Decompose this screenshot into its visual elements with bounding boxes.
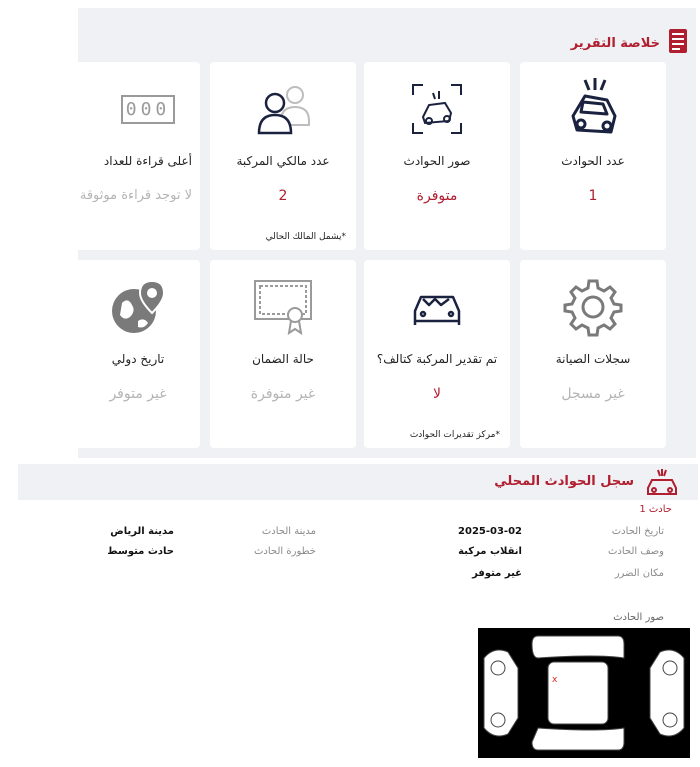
local-accident-history <box>18 464 698 764</box>
description-value: انقلاب مركبة <box>458 546 522 557</box>
card-label: صور الحوادث <box>403 154 471 168</box>
card-label: حالة الضمان <box>252 352 314 366</box>
card-label: تم تقدير المركبة كتالف؟ <box>376 352 498 366</box>
gear-icon <box>520 272 666 342</box>
card-value: 2 <box>278 188 288 204</box>
car-photo-icon <box>364 74 510 144</box>
photos-label: صور الحادث <box>613 612 664 623</box>
card-total-loss[interactable] <box>364 260 510 448</box>
car-crash-icon <box>644 468 680 502</box>
card-label: تاريخ دولي <box>111 352 165 366</box>
card-accident-photos[interactable] <box>364 62 510 250</box>
odometer-digits: 000 <box>125 98 171 120</box>
card-value: متوفرة <box>416 188 458 204</box>
card-odometer[interactable] <box>76 62 200 250</box>
severity-value: حادث متوسط <box>107 546 174 557</box>
card-maintenance[interactable] <box>520 260 666 448</box>
card-warranty[interactable] <box>210 260 356 448</box>
card-label: أعلى قراءة للعداد <box>103 154 192 168</box>
damage-location-label: مكان الضرر <box>614 568 664 579</box>
card-value: لا <box>433 386 441 402</box>
card-international[interactable] <box>76 260 200 448</box>
odometer-icon <box>76 74 200 144</box>
accident-photo[interactable] <box>478 628 690 758</box>
accident-number: حادث 1 <box>639 504 672 515</box>
summary-title: خلاصة التقرير <box>570 35 660 51</box>
card-note: *مركز تقديرات الحوادث <box>409 430 500 440</box>
card-value: 1 <box>588 188 598 204</box>
card-label: سجلات الصيانة <box>555 352 631 366</box>
report-icon <box>668 28 688 58</box>
card-note: *يشمل المالك الحالي <box>265 232 346 242</box>
city-label: مدينة الحادث <box>261 526 316 537</box>
globe-pin-icon <box>76 272 200 342</box>
card-value: غير متوفر <box>109 386 167 402</box>
card-accident-count[interactable] <box>520 62 666 250</box>
date-value: 2025-03-02 <box>458 526 522 537</box>
history-header <box>18 464 698 500</box>
car-damage-diagram <box>478 628 690 758</box>
city-value: مدينة الرياض <box>110 526 174 537</box>
card-value: لا توجد قراءة موثوقة <box>79 188 192 203</box>
card-value: غير مسجل <box>561 386 625 402</box>
damage-location-value: غير متوفر <box>472 568 522 579</box>
card-label: عدد مالكي المركبة <box>236 154 330 168</box>
damaged-car-icon <box>364 272 510 342</box>
certificate-icon <box>210 272 356 342</box>
date-label: تاريخ الحادث <box>611 526 664 537</box>
card-label: عدد الحوادث <box>561 154 625 168</box>
damage-mark: x <box>552 675 558 685</box>
description-label: وصف الحادث <box>607 546 664 557</box>
report-summary <box>78 8 696 458</box>
history-title: سجل الحوادث المحلي <box>494 474 634 489</box>
card-value: غير متوفرة <box>250 386 316 402</box>
severity-label: خطورة الحادث <box>254 546 316 557</box>
summary-header <box>571 28 688 58</box>
crashed-car-icon <box>520 74 666 144</box>
card-owner-count[interactable] <box>210 62 356 250</box>
owners-icon <box>210 74 356 144</box>
